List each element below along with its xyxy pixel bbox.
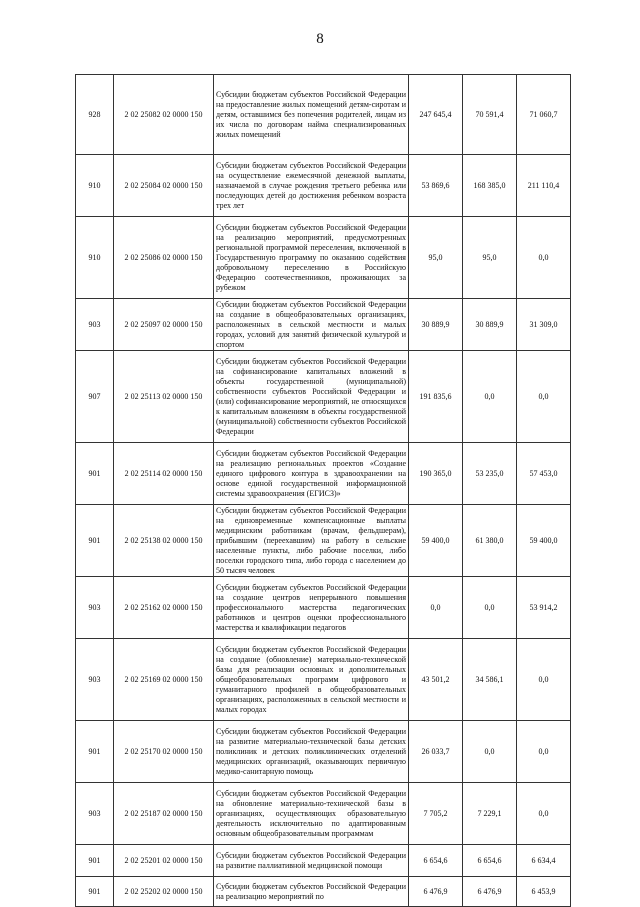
admin-code-cell: 903 [76, 783, 114, 845]
amount-year-2-cell: 6 654,6 [463, 845, 517, 877]
amount-year-3-cell: 57 453,0 [517, 443, 571, 505]
admin-code-cell: 903 [76, 577, 114, 639]
table-row [76, 577, 571, 639]
budget-code-cell: 2 02 25201 02 0000 150 [114, 845, 214, 877]
amount-year-1-cell: 30 889,9 [409, 299, 463, 351]
table-row [76, 845, 571, 877]
amount-year-2-cell: 0,0 [463, 351, 517, 443]
subsidy-name-cell: Субсидии бюджетам субъектов Российской Федерации на обновление материально-технической базы в организациях, осуществляющих образовательную деятельность исключительно по адаптированным основным общеобразовательным программам [214, 783, 409, 845]
budget-code-cell: 2 02 25084 02 0000 150 [114, 155, 214, 217]
amount-year-3-cell: 0,0 [517, 721, 571, 783]
amount-year-2-cell: 53 235,0 [463, 443, 517, 505]
subsidy-name-cell: Субсидии бюджетам субъектов Российской Федерации на развитие материально-технической базы детских поликлиник и детских поликлинических отделений медицинских организаций, оказывающих первичную медико-санитарную помощь [214, 721, 409, 783]
amount-year-1-cell: 190 365,0 [409, 443, 463, 505]
amount-year-3-cell: 0,0 [517, 639, 571, 721]
amount-year-3-cell: 6 453,9 [517, 877, 571, 907]
table-row [76, 155, 571, 217]
subsidy-name-cell: Субсидии бюджетам субъектов Российской Федерации на создание в общеобразовательных организациях, расположенных в сельской местности и малых городах, условий для занятий физической культурой и спортом [214, 299, 409, 351]
budget-table-body [76, 75, 571, 907]
subsidy-name-cell: Субсидии бюджетам субъектов Российской Федерации на реализацию мероприятий, предусмотренных региональной программой переселения, включенной в Государственную программу по оказанию содействия добровольному переселению в Российскую Федерацию соотечественников, проживающих за рубежом [214, 217, 409, 299]
subsidy-name-cell: Субсидии бюджетам субъектов Российской Федерации на реализацию мероприятий по [214, 877, 409, 907]
subsidy-name-cell: Субсидии бюджетам субъектов Российской Федерации на реализацию региональных проектов «Создание единого цифрового контура в здравоохранении на основе единой государственной информационной системы здравоохранения (ЕГИСЗ)» [214, 443, 409, 505]
amount-year-2-cell: 70 591,4 [463, 75, 517, 155]
admin-code-cell: 901 [76, 845, 114, 877]
amount-year-1-cell: 43 501,2 [409, 639, 463, 721]
budget-code-cell: 2 02 25169 02 0000 150 [114, 639, 214, 721]
amount-year-1-cell: 247 645,4 [409, 75, 463, 155]
admin-code-cell: 928 [76, 75, 114, 155]
amount-year-1-cell: 7 705,2 [409, 783, 463, 845]
table-row [76, 299, 571, 351]
table-row [76, 217, 571, 299]
table-row [76, 75, 571, 155]
admin-code-cell: 901 [76, 721, 114, 783]
amount-year-2-cell: 30 889,9 [463, 299, 517, 351]
budget-code-cell: 2 02 25162 02 0000 150 [114, 577, 214, 639]
amount-year-1-cell: 0,0 [409, 577, 463, 639]
budget-code-cell: 2 02 25113 02 0000 150 [114, 351, 214, 443]
budget-code-cell: 2 02 25202 02 0000 150 [114, 877, 214, 907]
amount-year-3-cell: 71 060,7 [517, 75, 571, 155]
amount-year-3-cell: 211 110,4 [517, 155, 571, 217]
amount-year-3-cell: 0,0 [517, 217, 571, 299]
admin-code-cell: 903 [76, 639, 114, 721]
subsidy-name-cell: Субсидии бюджетам субъектов Российской Федерации на создание центров непрерывного повышения профессионального мастерства педагогических работников и центров оценки профессионального мастерства и квалификации педагогов [214, 577, 409, 639]
subsidy-name-cell: Субсидии бюджетам субъектов Российской Федерации на создание (обновление) материально-технической базы для реализации основных и дополнительных общеобразовательных программ цифрового и гуманитарного профилей в общеобразовательных организациях, расположенных в сельской местности и малых городах [214, 639, 409, 721]
subsidy-name-cell: Субсидии бюджетам субъектов Российской Федерации на софинансирование капитальных вложений в объекты государственной (муниципальной) собственности субъектов Российской Федерации и (или) софинансирование мероприятий, не относящихся к капитальным вложениям в объекты государственной (муниципальной) собственности субъектов Российской Федерации [214, 351, 409, 443]
admin-code-cell: 910 [76, 217, 114, 299]
admin-code-cell: 901 [76, 505, 114, 577]
table-row [76, 443, 571, 505]
admin-code-cell: 907 [76, 351, 114, 443]
amount-year-2-cell: 7 229,1 [463, 783, 517, 845]
table-row [76, 505, 571, 577]
table-row [76, 639, 571, 721]
budget-code-cell: 2 02 25082 02 0000 150 [114, 75, 214, 155]
amount-year-3-cell: 0,0 [517, 351, 571, 443]
amount-year-3-cell: 6 634,4 [517, 845, 571, 877]
amount-year-2-cell: 168 385,0 [463, 155, 517, 217]
budget-code-cell: 2 02 25138 02 0000 150 [114, 505, 214, 577]
subsidy-name-cell: Субсидии бюджетам субъектов Российской Федерации на развитие паллиативной медицинской помощи [214, 845, 409, 877]
page-number: 8 [316, 31, 324, 47]
subsidy-name-cell: Субсидии бюджетам субъектов Российской Федерации на осуществление ежемесячной денежной выплаты, назначаемой в случае рождения третьего ребенка или последующих детей до достижения ребенком возраста трех лет [214, 155, 409, 217]
amount-year-1-cell: 26 033,7 [409, 721, 463, 783]
budget-code-cell: 2 02 25187 02 0000 150 [114, 783, 214, 845]
amount-year-2-cell: 0,0 [463, 577, 517, 639]
amount-year-3-cell: 31 309,0 [517, 299, 571, 351]
admin-code-cell: 910 [76, 155, 114, 217]
table-row [76, 721, 571, 783]
amount-year-2-cell: 0,0 [463, 721, 517, 783]
amount-year-1-cell: 59 400,0 [409, 505, 463, 577]
amount-year-2-cell: 6 476,9 [463, 877, 517, 907]
amount-year-2-cell: 95,0 [463, 217, 517, 299]
amount-year-3-cell: 59 400,0 [517, 505, 571, 577]
admin-code-cell: 901 [76, 443, 114, 505]
amount-year-1-cell: 95,0 [409, 217, 463, 299]
amount-year-1-cell: 191 835,6 [409, 351, 463, 443]
amount-year-3-cell: 0,0 [517, 783, 571, 845]
table-row [76, 351, 571, 443]
amount-year-1-cell: 6 654,6 [409, 845, 463, 877]
amount-year-1-cell: 6 476,9 [409, 877, 463, 907]
amount-year-3-cell: 53 914,2 [517, 577, 571, 639]
budget-code-cell: 2 02 25086 02 0000 150 [114, 217, 214, 299]
amount-year-2-cell: 61 380,0 [463, 505, 517, 577]
amount-year-2-cell: 34 586,1 [463, 639, 517, 721]
admin-code-cell: 903 [76, 299, 114, 351]
table-row [76, 877, 571, 907]
budget-table [75, 74, 571, 907]
budget-code-cell: 2 02 25097 02 0000 150 [114, 299, 214, 351]
budget-code-cell: 2 02 25170 02 0000 150 [114, 721, 214, 783]
budget-code-cell: 2 02 25114 02 0000 150 [114, 443, 214, 505]
table-row [76, 783, 571, 845]
amount-year-1-cell: 53 869,6 [409, 155, 463, 217]
subsidy-name-cell: Субсидии бюджетам субъектов Российской Федерации на единовременные компенсационные выплаты медицинским работникам (врачам, фельдшерам), прибывшим (переехавшим) на работу в сельские населенные пункты, либо рабочие поселки, либо поселки городского типа, либо города с населением до 50 тысяч человек [214, 505, 409, 577]
subsidy-name-cell: Субсидии бюджетам субъектов Российской Федерации на предоставление жилых помещений детям-сиротам и детям, оставшимся без попечения родителей, лицам из их числа по договорам найма специализированных жилых помещений [214, 75, 409, 155]
admin-code-cell: 901 [76, 877, 114, 907]
